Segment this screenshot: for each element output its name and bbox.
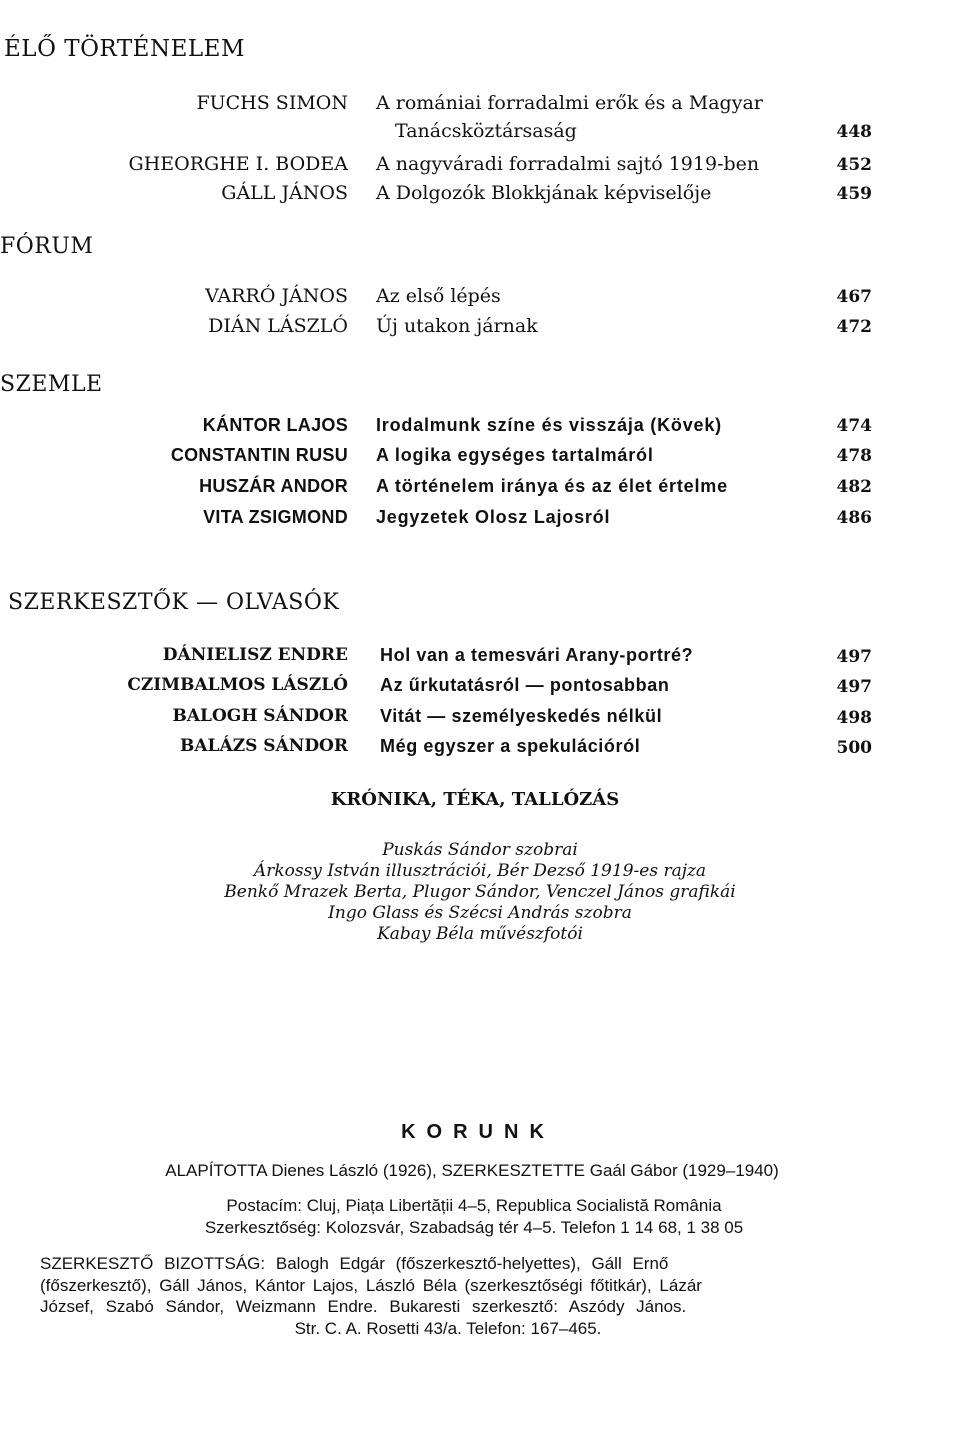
toc-author: HUSZÁR ANDOR [199,476,348,496]
toc-author: FUCHS SIMON [196,92,348,114]
section-title-forum: FÓRUM [0,234,94,259]
toc-page: 497 [836,647,872,667]
chronicle-title[interactable]: KRÓNIKA, TÉKA, TALLÓZÁS [330,789,620,810]
postal-address: Postacím: Cluj, Piața Libertății 4–5, Republica Socialistă România [226,1196,722,1215]
toc-author: CZIMBALMOS LÁSZLÓ [127,675,348,695]
toc-page: 486 [836,508,872,528]
editorial-address: Szerkesztőség: Kolozsvár, Szabadság tér 4–5. Telefon 1 14 68, 1 38 05 [204,1218,744,1237]
toc-entry[interactable] [0,706,960,736]
editorial-board-line: SZERKESZTŐ BIZOTTSÁG: Balogh Edgár (főszerkesztő-helyettes), Gáll Ernő [40,1254,669,1273]
toc-title: Hol van a temesvári Arany-portré? [380,645,694,665]
toc-page: 474 [836,416,872,436]
toc-title: Az első lépés [376,285,501,307]
toc-author: GHEORGHE I. BODEA [128,153,348,175]
credit-line: Puskás Sándor szobrai [382,840,578,860]
toc-author: VARRÓ JÁNOS [205,285,348,307]
toc-entry[interactable] [0,92,960,122]
credit-line: Benkő Mrazek Berta, Plugor Sándor, Venczel János grafikái [224,882,736,902]
toc-title: A logika egységes tartalmáról [376,445,654,465]
toc-author: BALÁZS SÁNDOR [180,736,348,756]
toc-title: A történelem iránya és az élet értelme [376,476,728,496]
toc-page: 452 [836,155,872,175]
editorial-board-line: (főszerkesztő), Gáll János, Kántor Lajos, László Béla (szerkesztőségi főtitkár), Lázár [40,1276,702,1295]
editorial-board-line: József, Szabó Sándor, Weizmann Endre. Bukaresti szerkesztő: Aszódy János. [40,1297,687,1316]
toc-page: 478 [836,446,872,466]
toc-title-continuation: Tanácsköztársaság [395,120,577,142]
toc-entry[interactable] [0,445,960,475]
section-title-szemle: SZEMLE [0,372,103,397]
toc-entry[interactable] [0,736,960,766]
toc-page: 497 [836,677,872,697]
toc-author: BALOGH SÁNDOR [172,706,348,726]
section-title-szerkesztok-olvasok: SZERKESZTŐK — OLVASÓK [8,590,340,615]
credit-line: Kabay Béla művészfotói [377,924,583,944]
founded-line: ALAPÍTOTTA Dienes László (1926), SZERKESZTETTE Gaál Gábor (1929–1940) [165,1161,779,1180]
toc-entry[interactable] [0,675,960,705]
toc-title: Új utakon járnak [376,315,538,337]
toc-entry[interactable] [0,645,960,675]
toc-author: VITA ZSIGMOND [203,507,348,527]
toc-page: 498 [836,708,872,728]
toc-page: 459 [836,184,872,204]
toc-entry[interactable] [0,415,960,445]
toc-page: 448 [836,122,872,142]
toc-title: Még egyszer a spekulációról [380,736,641,756]
toc-entry[interactable] [0,315,960,345]
credit-line: Ingo Glass és Szécsi András szobra [328,903,632,923]
section-title-elo-tortenelem: ÉLŐ TÖRTÉNELEM [4,36,245,62]
toc-title: A Dolgozók Blokkjának képviselője [376,182,712,204]
toc-page: 467 [836,287,872,307]
editorial-board-line: Str. C. A. Rosetti 43/a. Telefon: 167–465. [294,1319,602,1338]
toc-author: DÁNIELISZ ENDRE [162,645,348,665]
toc-entry[interactable] [0,182,960,212]
toc-entry-continuation [0,120,960,150]
credit-line: Árkossy István illusztrációi, Bér Dezső 1919-es rajza [253,861,707,881]
toc-title: Vitát — személyeskedés nélkül [380,706,663,726]
journal-name: KORUNK [401,1121,555,1143]
toc-author: KÁNTOR LAJOS [202,415,348,435]
toc-entry[interactable] [0,153,960,183]
toc-title: Az űrkutatásról — pontosabban [380,675,670,695]
toc-entry[interactable] [0,507,960,537]
toc-author: DIÁN LÁSZLÓ [208,315,348,337]
toc-page: 472 [836,317,872,337]
toc-page: 482 [836,477,872,497]
toc-author: GÁLL JÁNOS [221,182,348,204]
toc-title: A romániai forradalmi erők és a Magyar [376,92,763,114]
toc-entry[interactable] [0,476,960,506]
toc-title: Irodalmunk színe és visszája (Kövek) [376,415,722,435]
toc-title: A nagyváradi forradalmi sajtó 1919-ben [376,153,760,175]
toc-page: 500 [836,738,872,758]
toc-entry[interactable] [0,285,960,315]
toc-title: Jegyzetek Olosz Lajosról [376,507,611,527]
toc-author: CONSTANTIN RUSU [170,445,348,465]
